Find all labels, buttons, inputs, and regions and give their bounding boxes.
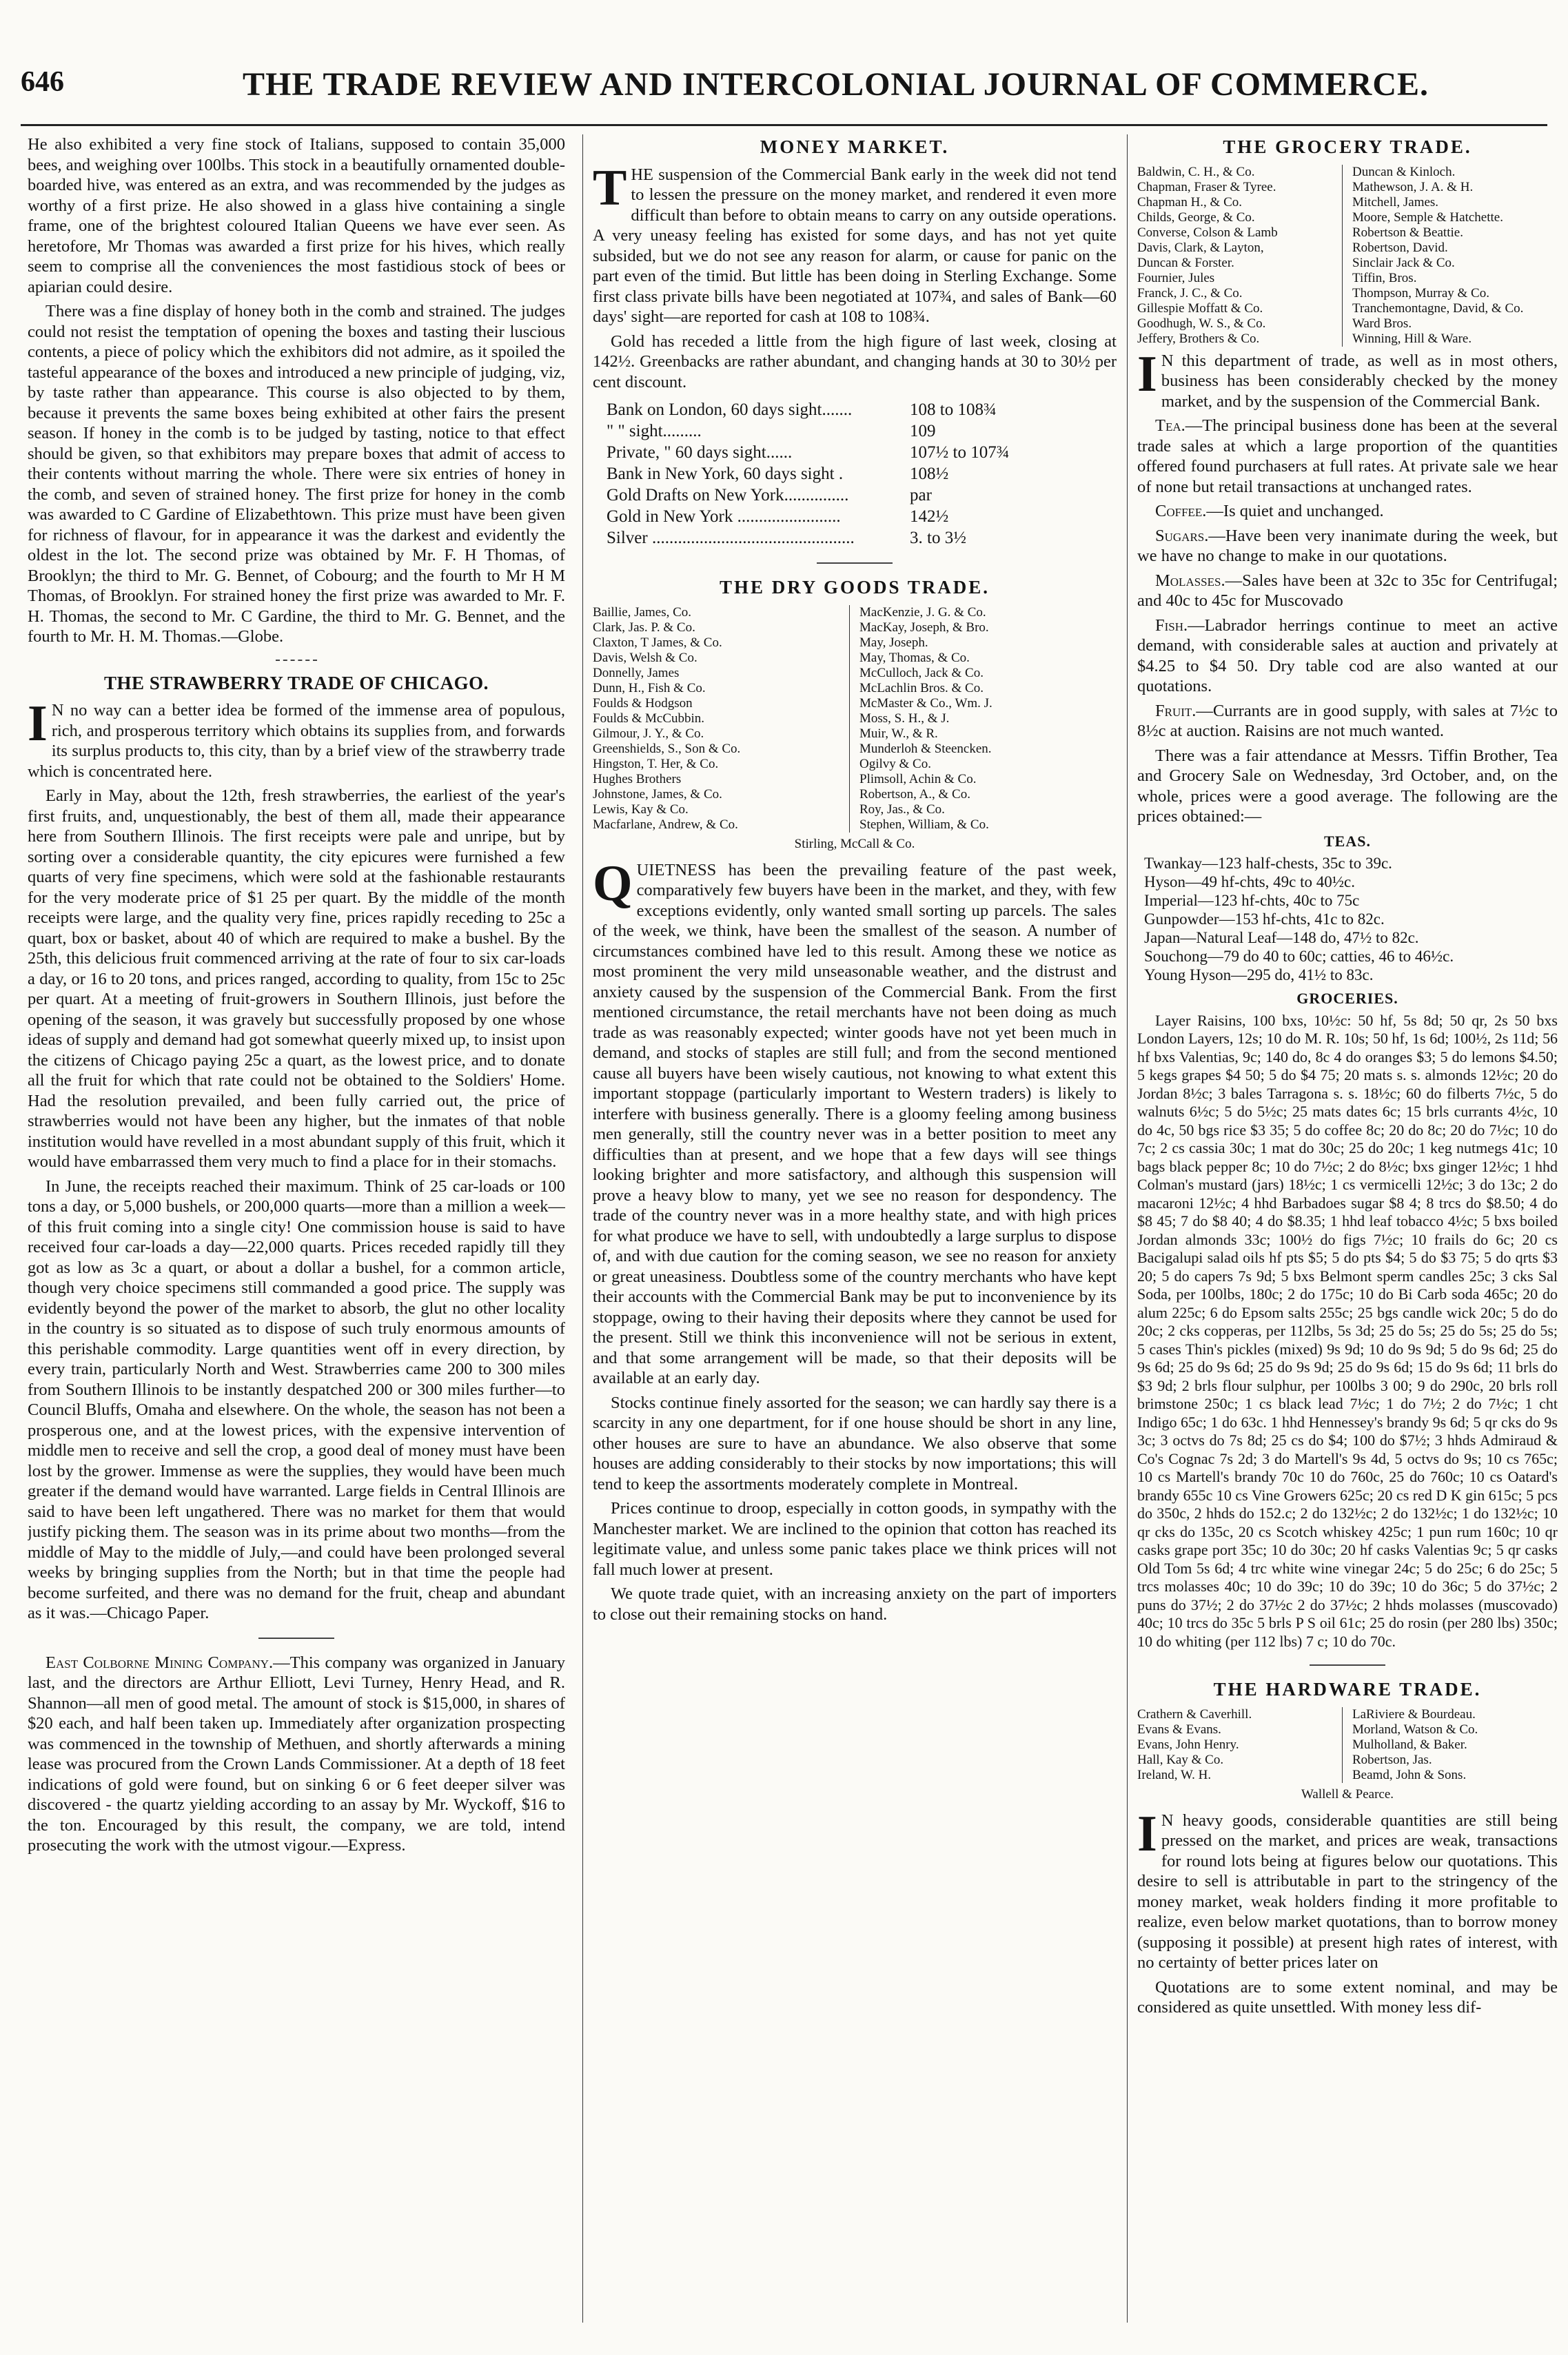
merchant-name: Claxton, T James, & Co.: [593, 635, 722, 650]
grocery-item-lead: Fish.: [1155, 615, 1188, 635]
rate-label: Silver ...............................................: [607, 529, 855, 547]
rate-value: 109: [910, 422, 936, 440]
dry-goods-merchants-list: [593, 605, 1117, 833]
grocery-lead-text: N this department of trade, as well as in most others, business has been considerably checked by the money market, and by the suspension of the Commercial Bank.: [1161, 351, 1558, 411]
merchant-name: Duncan & Kinloch.: [1352, 164, 1456, 179]
dry-goods-paragraph: We quote trade quiet, with an increasing anxiety on the part of importers to close out their remaining stocks on hand.: [593, 1584, 1117, 1624]
column-divider-1: [582, 134, 583, 2323]
grocery-item-text: —Have been very inanimate during the week, but we have no change to make in our quotations.: [1137, 526, 1558, 565]
page-number: 646: [21, 66, 64, 98]
merchants-right-column: [1352, 1707, 1558, 1783]
grocery-lead-paragraph: [1137, 345, 1558, 412]
dry-goods-paragraph: Stocks continue finely assorted for the season; we can hardly say there is a scarcity in any one department, for if one house should be short in any line, other houses are sure to have an abundance. We also observe that some houses are adding considerably to their stocks by now importations; this will tend to keep the assortments moderately complete in Montreal.: [593, 1393, 1117, 1493]
grocery-item-lead: Tea.: [1155, 416, 1185, 435]
merchant-name: May, Joseph.: [859, 635, 928, 650]
merchant-name: Plimsoll, Achin & Co.: [859, 771, 977, 786]
grocery-item-lead: Coffee.: [1155, 502, 1207, 520]
rate-value: 108½: [910, 465, 949, 483]
mining-text: —This company was organized in January last, and the directors are Arthur Elliott, Levi Turney, Henry Head, and R. Shannon—all men of good metal. The amount of stock is $15,000, in shares of $20 each, and half been taken up. Immediately after organization prospecting was commenced in the township of Methuen, and shortly afterwards a mining lease was procured from the Crown Lands Commissioner. At a depth of 18 feet indications of gold were found, but on sinking 6 or 6 feet deeper silver was discovered - the quartz yielding according to an assay by Mr. Wyckoff, $16 to the ton. Encouraged by this result, the company, we are told, intend prosecuting the work with the utmost vigour.—Express.: [28, 1653, 565, 1855]
merchants-left-column: [1137, 165, 1343, 347]
merchant-name: LaRiviere & Bourdeau.: [1352, 1706, 1476, 1722]
hardware-heading: THE HARDWARE TRADE.: [1213, 1679, 1482, 1700]
money-paragraph: Gold has receded a little from the high figure of last week, closing at 142½. Greenbacks are rather abundant, and changing hands at 30 to 30½ per cent discount.: [593, 332, 1117, 391]
merchants-footer: Wallell & Pearce.: [1301, 1786, 1394, 1802]
merchant-name: Foulds & McCubbin.: [593, 711, 705, 726]
rate-label: Bank in New York, 60 days sight .: [607, 465, 844, 483]
rate-value: 3. to 3½: [910, 529, 966, 547]
page-header: [21, 65, 1547, 121]
merchant-name: Hughes Brothers: [593, 771, 682, 786]
merchant-name: May, Thomas, & Co.: [859, 650, 970, 665]
drop-cap: I: [28, 695, 48, 752]
strawberry-paragraph: In June, the receipts reached their maximum. Think of 25 car-loads or 100 tons a day, or 5,000 bushels, or 200,000 quarts—more than a million a week—of this fruit coming into a single city! One commission house is said to have received four car-loads a day—22,000 quarts. Prices receded rapidly till they got as low as 3c a quart, or about a dollar a bushel, for a common article, though very choice specimens still commanded a good price. The supply was evidently beyond the power of the market to absorb, the glut no other locality in the country is so situated as to dispose of such truly enormous amounts of this perishable commodity. Large quantities went off in every direction, by every train, particularly North and West. Strawberries came 200 to 300 miles from Southern Illinois to be instantly despatched 200 or 300 miles further—to Council Bluffs, Omaha and elsewhere. On the whole, the season has not been a prosperous one, and at the lowest prices, with the expensive intervention of middle men to receive and sell the crop, a good deal of money must have been lost by the grower. Immense as were the supplies, they would have been much greater if the demand would have warranted. Large fields in Central Illinois are said to have been left ungathered. There was no market for them that would justify picking them. The season was in its prime about two months—from the middle of May to the middle of July,—and could have been prolonged several weeks by bringing supplies from the North; but in that time the people had become surfeited, and there was no demand for the fruit, cheap and abundant as it was.—Chicago Paper.: [28, 1176, 565, 1622]
merchant-name: Robertson, Jas.: [1352, 1752, 1432, 1767]
merchant-name: Donnelly, James: [593, 665, 680, 680]
merchant-name: MacKenzie, J. G. & Co.: [859, 604, 986, 620]
merchant-name: Chapman, Fraser & Tyree.: [1137, 179, 1276, 194]
merchant-name: Moss, S. H., & J.: [859, 711, 950, 726]
grocery-item-text: —The principal business done has been at the several trade sales at which a large proportion of the quantities offered found purchasers at full rates. At private sale we hear of none but retail transactions at unchanged rates.: [1137, 416, 1558, 496]
merchant-name: Stephen, William, & Co.: [859, 817, 989, 832]
merchant-name: Goodhugh, W. S., & Co.: [1137, 316, 1266, 331]
merchant-name: Muir, W., & R.: [859, 726, 938, 741]
exchange-rates-table: [607, 399, 1117, 549]
rate-label: Gold Drafts on New York...............: [607, 486, 849, 504]
merchants-right-column: [1352, 165, 1558, 347]
rate-row: [607, 506, 1117, 527]
merchant-name: McCulloch, Jack & Co.: [859, 665, 984, 680]
journal-title: THE TRADE REVIEW AND INTERCOLONIAL JOURNAL OF COMMERCE.: [242, 66, 1429, 103]
dry-goods-paragraph: Prices continue to droop, especially in cotton goods, in sympathy with the Manchester market. We are inclined to the opinion that cotton has reached its legitimate value, and unless some panic takes place we think prices will not fall much lower at present.: [593, 1499, 1117, 1579]
merchant-name: Duncan & Forster.: [1137, 255, 1234, 270]
rate-value: 108 to 108¾: [910, 400, 997, 419]
header-rule: [21, 124, 1547, 126]
rate-row: [607, 485, 1117, 506]
hardware-lead-text: N heavy goods, considerable quantities are still being pressed on the market, and prices are weak, transactions for round lots being at figures below our quotations. This desire to sell is attributable in part to the stringency of the money market, weak holders finding it more profitable to realize, even below market quotations, than to borrow money (supposing it possible) at present high rates of interest, with no certainty of better prices later on: [1137, 1811, 1558, 1972]
grocery-item-lead: Fruit.: [1155, 701, 1197, 720]
merchant-name: McMaster & Co., Wm. J.: [859, 695, 992, 711]
merchants-left-column: [593, 605, 850, 833]
teas-heading: TEAS.: [1324, 832, 1371, 850]
merchant-name: Tiffin, Bros.: [1352, 270, 1417, 285]
rate-row: [607, 527, 1117, 549]
tea-price: Japan—Natural Leaf—148 do, 47½ to 82c.: [1144, 929, 1419, 946]
money-lead-paragraph: [593, 159, 1117, 327]
grocery-item-text: —Sales have been at 32c to 35c for Centrifugal; and 40c to 45c for Muscovado: [1137, 571, 1558, 610]
merchant-name: Johnstone, James, & Co.: [593, 786, 722, 802]
merchant-name: Hingston, T. Her, & Co.: [593, 756, 719, 771]
grocery-item: [1137, 615, 1558, 697]
strawberry-lead-paragraph: [28, 695, 565, 782]
column-right: [1137, 134, 1558, 2323]
merchant-name: McLachlin Bros. & Co.: [859, 680, 984, 695]
article-separator: [276, 660, 317, 661]
rate-label: " " sight.........: [607, 422, 702, 440]
merchant-name: Ogilvy & Co.: [859, 756, 931, 771]
strawberry-paragraph: Early in May, about the 12th, fresh strawberries, the earliest of the year's first fruits, and, unquestionably, the best of them all, made their appearance here from Southern Illinois. The first receipts were pale and unripe, but by sorting over a considerable quantity, the city epicures were furnished a few quarts of very fine specimens, which were sold at the fashionable restaurants for the very moderate price of $1 25 per quart. By the middle of the month receipts were large, and the quality very fine, prices rapidly receding to 25c a quart, box or basket, about 40 of which are required to make a bushel. By the 25th, this delicious fruit commenced arriving at the rate of four to six car-loads a day, or 16 to 20 tons, and prices ranged, according to quality, from 15c to 25c per quart. At a meeting of fruit-growers in Southern Illinois, just before the opening of the season, it was gravely but successfully proposed by one whose ideas of supply and demand had got somewhat queerly mixed up, to insist upon the citizens of Chicago paying 25c a quart, as the lowest price, and to donate all the fruit for which that rate could not be obtained to the Soldiers' Home. Had the resolution prevailed, and been fully carried out, the price of strawberries would not have been any higher, but the inmates of that noble institution would have revelled in a most abundant supply of this fruit, which it would have embarrassed them very much to find a place for in their stomachs.: [28, 786, 565, 1171]
merchant-name: Hall, Kay & Co.: [1137, 1752, 1224, 1767]
column-divider-2: [1127, 134, 1128, 2323]
merchant-name: Mitchell, James.: [1352, 194, 1439, 210]
rate-row: [607, 463, 1117, 485]
merchant-name: Tranchemontagne, David, & Co.: [1352, 300, 1524, 316]
merchant-name: Clark, Jas. P. & Co.: [593, 620, 695, 635]
grocery-item-text: —Currants are in good supply, with sales at 7½c to 8½c at auction. Raisins are not much wanted.: [1137, 701, 1558, 740]
merchant-name: Crathern & Caverhill.: [1137, 1706, 1252, 1722]
rate-row: [607, 399, 1117, 420]
tea-price: Hyson—49 hf-chts, 49c to 40½c.: [1144, 873, 1355, 890]
article-separator: [817, 562, 893, 564]
merchant-name: Robertson & Beattie.: [1352, 225, 1463, 240]
dry-goods-lead-paragraph: [593, 855, 1117, 1389]
merchant-name: Robertson, David.: [1352, 240, 1448, 255]
auction-paragraph: There was a fair attendance at Messrs. Tiffin Brother, Tea and Grocery Sale on Wednesday, 3rd October, and, on the whole, prices were a good average. The following are the prices obtained:—: [1137, 746, 1558, 826]
merchant-name: Ward Bros.: [1352, 316, 1412, 331]
grocery-item: [1137, 501, 1558, 522]
rate-value: 107½ to 107¾: [910, 443, 1010, 462]
merchant-name: Ireland, W. H.: [1137, 1767, 1212, 1782]
merchants-footer: Stirling, McCall & Co.: [794, 836, 915, 851]
merchant-name: Baldwin, C. H., & Co.: [1137, 164, 1255, 179]
merchant-name: MacKay, Joseph, & Bro.: [859, 620, 989, 635]
hardware-merchants-list: [1137, 1707, 1558, 1783]
tea-price: Gunpowder—153 hf-chts, 41c to 82c.: [1144, 910, 1385, 928]
grocery-item-text: —Is quiet and unchanged.: [1206, 502, 1384, 520]
money-market-heading: MONEY MARKET.: [760, 136, 950, 157]
hardware-lead-paragraph: [1137, 1805, 1558, 1973]
merchant-name: Sinclair Jack & Co.: [1352, 255, 1455, 270]
mining-lead: East Colborne Mining Company.: [45, 1653, 274, 1672]
grocery-merchants-list: [1137, 165, 1558, 347]
merchant-name: Childs, George, & Co.: [1137, 210, 1255, 225]
money-lead-text: HE suspension of the Commercial Bank early in the week did not tend to lessen the pressure on the money market, and rendered it even more difficult than before to obtain means to carry on any outside operations. A very uneasy feeling has existed for some days, and has not yet quite subsided, but we do not see any reason for alarm, or cause for panic on the part even of the timid. But little has been doing in Sterling Exchange. Some first class private bills have been negotiated at 107¾, and sales of Bank—60 days' sight—are reported for cash at 108 to 108¾.: [593, 165, 1117, 326]
drop-cap: I: [1137, 1805, 1157, 1862]
merchants-left-column: [1137, 1707, 1343, 1783]
honey-paragraph: There was a fine display of honey both in the comb and strained. The judges could not resist the temptation of opening the boxes and tasting their luscious contents, a piece of policy which the exhibitors did not admire, as it spoiled the tasteful appearance of the boxes and introduced a new principle of judging, viz, by taste rather than appearance. This course is also objected to by them, because it prevents the same boxes being exhibited at other fairs the present season. If honey in the comb is to be judged by tasting, notice to that effect should be given, so that exhibitors may prepare boxes that admit of access to their contents without marring the whole. There were six entries of honey in the comb, and seven of strained honey. The first prize for honey in the comb was awarded to C Gardine of Elizabethtown. This prize must have been given for richness of flavour, for in appearance it was the darkest and evidently the oldest in the lot. The second prize was obtained by Mr. F. H Thomas, of Brooklyn; the third to Mr. G. Bennet, of Cobourg; and the fourth to Mr H M Thomas, of Brooklyn. For strained honey the first prize was awarded to Mr. F. H. Thomas, the second to Mr. C Gardine, the third to Mr. G. Bennet, and the fourth to Mr. H. M. Thomas.—Globe.: [28, 302, 565, 646]
merchant-name: Davis, Welsh & Co.: [593, 650, 698, 665]
grocery-heading: THE GROCERY TRADE.: [1223, 136, 1472, 157]
tea-price: Imperial—123 hf-chts, 40c to 75c: [1144, 892, 1360, 909]
merchant-name: Dunn, H., Fish & Co.: [593, 680, 706, 695]
merchant-name: Winning, Hill & Ware.: [1352, 331, 1472, 346]
merchant-name: Mulholland, & Baker.: [1352, 1737, 1467, 1752]
groceries-heading: GROCERIES.: [1296, 990, 1398, 1007]
column-left: [28, 134, 565, 2323]
merchant-name: Gillespie Moffatt & Co.: [1137, 300, 1263, 316]
dry-goods-heading: THE DRY GOODS TRADE.: [719, 577, 990, 598]
merchants-right-column: [859, 605, 1117, 833]
rate-label: Bank on London, 60 days sight.......: [607, 400, 853, 419]
merchant-name: Davis, Clark, & Layton,: [1137, 240, 1264, 255]
tea-price: Twankay—123 half-chests, 35c to 39c.: [1144, 855, 1392, 872]
merchant-name: Converse, Colson & Lamb: [1137, 225, 1278, 240]
rate-value: 142½: [910, 507, 949, 526]
merchant-name: Moore, Semple & Hatchette.: [1352, 210, 1503, 225]
merchant-name: Greenshields, S., Son & Co.: [593, 741, 741, 756]
merchant-name: Thompson, Murray & Co.: [1352, 285, 1489, 300]
hardware-paragraph: Quotations are to some extent nominal, and may be considered as quite unsettled. With money less dif-: [1137, 1977, 1558, 2017]
strawberry-heading: THE STRAWBERRY TRADE OF CHICAGO.: [104, 672, 489, 693]
rate-row: [607, 420, 1117, 442]
article-separator: [1310, 1664, 1385, 1666]
column-middle: [593, 134, 1117, 2323]
grocery-items: [1137, 416, 1558, 742]
merchant-name: Gilmour, J. Y., & Co.: [593, 726, 704, 741]
rate-value: par: [910, 486, 932, 504]
merchant-name: Roy, Jas., & Co.: [859, 802, 945, 817]
merchant-name: Jeffery, Brothers & Co.: [1137, 331, 1260, 346]
merchant-name: Macfarlane, Andrew, & Co.: [593, 817, 738, 832]
merchant-name: Evans, John Henry.: [1137, 1737, 1239, 1752]
merchant-name: Evans & Evans.: [1137, 1722, 1221, 1737]
drop-cap: T: [593, 159, 627, 216]
merchant-name: Foulds & Hodgson: [593, 695, 693, 711]
merchant-name: Morland, Watson & Co.: [1352, 1722, 1478, 1737]
rate-label: Private, " 60 days sight......: [607, 443, 793, 462]
teas-list: [1144, 854, 1558, 984]
drop-cap: Q: [593, 855, 633, 912]
rate-label: Gold in New York ........................: [607, 507, 841, 526]
groceries-prices: Layer Raisins, 100 bxs, 10½c: 50 hf, 5s 8d; 50 qr, 2s 50 bxs London Layers, 12s; 10 do M. R. 10s; 50 hf, 1s 6d; 100½, 2s 11d; 56 hf bxs Valentias, 9c; 140 do, 8c 4 do oranges $3; 5 do lemons $4.50; 5 kegs grapes $4 50; 5 do $4 75; 20 mats s. s. almonds 12½c; 20 do Jordan 8½c; 3 bales Tarragona s. s. 18½c; 60 do filberts 7½c, 5 do walnuts 6½c; 5 do 5½c; 25 mats dates 6c; 15 brls currants 4½c, 10 do 4c, 50 bgs rice $3 35; 5 do coffee 8c; 20 do 8c; 20 do 7½c; 10 do 7c; 2 cs cassia 30c; 1 mat do 30c; 25 do 20c; 1 keg nutmegs 41c; 10 bags black pepper 8c; 10 do 7½c; 2 do 8½c; bxs ginger 12½c; 1 hhd Colman's mustard (jars) 18½c; 1 cs vermicelli 12½c; 3 do 13c; 2 do macaroni 12½c; 4 hhd Barbadoes sugar $8 4; 8 trcs do $8.50; 4 do $8 45; 7 do $8 40; 4 do $8.35; 1 hhd leaf tobacco 4½c; 5 bxs boiled Jordan almonds 33c; 100½ do figs 7½c; 10 frails do 6c; 20 cs Bacigalupi salad oils hf pts $5; 5 do pts $4; 5 do $3 75; 5 do qrts $3 20; 5 do capers 7s 9d; 5 bxs Belmont sperm candles 25c; 3 cks Sal Soda, per 100lbs, 180c; 2 do 175c; 10 do Bi Carb soda 465c; 20 do alum 225c; 6 do Epsom salts 255c; 25 bgs candle wick 20c; 5 do do 20c; 2 cks copperas, per 112lbs, 5s 3d; 25 do 5s; 25 do 5s; 25 do 5s; 5 cases Thin's pickles (mixed) 9s 9d; 10 do 9s 9d; 5 do 9s 6d; 25 do 9s 6d; 25 do 9s 6d; 25 do 9s 9d; 25 do 9s 6d; 15 do 9s 6d; 11 brls do $3 9d; 2 brls flour sulphur, per 100lbs 3 00; 9 do 290c, 20 brls roll brimstone 250c; 1 cs black lead 7½c; 1 do 7½; 2 do 7½c; 1 cht Indigo 65c; 1 do 63c. 1 hhd Hennessey's brandy 9s 6d; 5 qr cks do 9s 3c; 3 octvs do 7s 8d; 25 cs do $4; 100 do $7½; 3 hhds Admiraud & Co's Cognac 7s 2d; 3 do Martell's 9s 4d, 5 octvs do 9s; 10 cs 765c; 10 cs Martell's brandy 70c 10 do 760c, 25 do 760c; 10 cs Oatard's brandy 655c 10 cs Vine Growers 625c; 20 cs red D K gin 615c; 5 pcs do 350c, 2 hhds do 152.c; 2 do 132½c; 2 do 132½c; 1 do 132½c; 10 qr cks do 135c, 20 cs Scotch whiskey 425c; 1 pun rum 160c; 10 qr casks grape port 35c; 10 do 30c; 20 hf casks Valentias 9c; 5 qr casks Old Tom 5s 6d; 4 trc white wine vinegar 24c; 5 do 25c; 6 do 25c; 5 trcs molasses 40c; 10 do 39c; 10 do 39c; 10 do 36c; 5 do 37½c; 2 puns do 37½; 2 do 37½c 2 do 37½c; 2 hhds molasses (muscovado) 40c; 10 trcs do 35c 5 brls P S oil 61c; 25 do rosin (per 280 lbs) 350c; 10 do whiting (per 112 lbs) 7 c; 10 do 70c.: [1137, 1011, 1558, 1650]
merchant-name: Robertson, A., & Co.: [859, 786, 970, 802]
tea-price: Young Hyson—295 do, 41½ to 83c.: [1144, 966, 1374, 983]
honey-paragraph: He also exhibited a very fine stock of Italians, supposed to contain 35,000 bees, and weighing over 100lbs. This stock in a beautifully ornamented double-boarded hive, was entered as an extra, and was recommended by the judges as worthy of a first prize. He also showed in a glass hive containing a single frame, one of the brightest coloured Italian Queens we have ever seen. As heretofore, Mr Thomas was awarded a first prize for his hives, which really seem to comprise all the conveniences the most fastidious stock of bees or apiarian could desire.: [28, 135, 565, 296]
rate-row: [607, 442, 1117, 463]
drop-cap: I: [1137, 345, 1157, 402]
article-separator: [258, 1638, 334, 1639]
grocery-item: [1137, 526, 1558, 567]
merchant-name: Baillie, James, Co.: [593, 604, 692, 620]
merchant-name: Mathewson, J. A. & H.: [1352, 179, 1474, 194]
grocery-item: [1137, 701, 1558, 742]
strawberry-lead-text: N no way can a better idea be formed of the immense area of populous, rich, and prosperous territory which obtains its supplies from, and forwards its surplus products to, this city, than by a brief view of the strawberry trade which is concentrated here.: [28, 701, 565, 781]
merchant-name: Chapman H., & Co.: [1137, 194, 1242, 210]
merchant-name: Munderloh & Steencken.: [859, 741, 992, 756]
merchant-name: Beamd, John & Sons.: [1352, 1767, 1467, 1782]
merchant-name: Franck, J. C., & Co.: [1137, 285, 1243, 300]
merchant-name: Fournier, Jules: [1137, 270, 1215, 285]
honey-article: [28, 134, 565, 647]
grocery-item-text: —Labrador herrings continue to meet an active demand, with considerable sales at auction and privately at $4.25 to $4 50. Dry table cod are also wanted at our quotations.: [1137, 615, 1558, 695]
grocery-item: [1137, 416, 1558, 497]
grocery-item-lead: Molasses.: [1155, 571, 1225, 590]
merchant-name: Lewis, Kay & Co.: [593, 802, 689, 817]
tea-price: Souchong—79 do 40 to 60c; catties, 46 to 46½c.: [1144, 948, 1454, 965]
dry-goods-lead-text: UIETNESS has been the prevailing feature of the past week, comparatively few buyers have been in the market, and they, with few exceptions evidently, only wanted small sorting up parcels. The sales of the week, we think, have been the smallest of the season. A number of circumstances combined have led to this result. Among these we notice as most prominent the very mild unseasonable weather, and the distrust and anxiety caused by the suspension of the Commercial Bank. From the first mentioned circumstance, the retail merchants have not been doing as much trade as was reasonably expected; winter goods have not yet been much in demand, and stocks of staples are still full; and from the second mentioned cause all buyers have been wisely cautious, not knowing to what extent this important stoppage (particularly important to Western traders) is likely to interfere with business generally. There is a gloomy feeling among business men generally, still the country never was in a better position to meet any difficulties than at present, and we hope that a few days will see things looking brighter and more satisfactory, and although this suspension will prove a heavy blow to many, yet we see no reason for despondency. The trade of the country never was in a more healthy state, and with high prices for what produce we have to sell, with undoubtedly a large surplus to dispose of, and with due caution for the coming season, we see no reason for anxiety or great uneasiness. Doubtless some of the country merchants who have kept their accounts with the Commercial Bank may be put to inconvenience by its stoppage, owing to their having their deposits where they cannot be used for the present. Still we think this inconvenience will not be serious in extent, and that some arrangement will be made, so that their deposits will be available at an early day.: [593, 860, 1117, 1387]
mining-paragraph: [28, 1653, 565, 1856]
grocery-item: [1137, 571, 1558, 611]
grocery-item-lead: Sugars.: [1155, 526, 1209, 545]
